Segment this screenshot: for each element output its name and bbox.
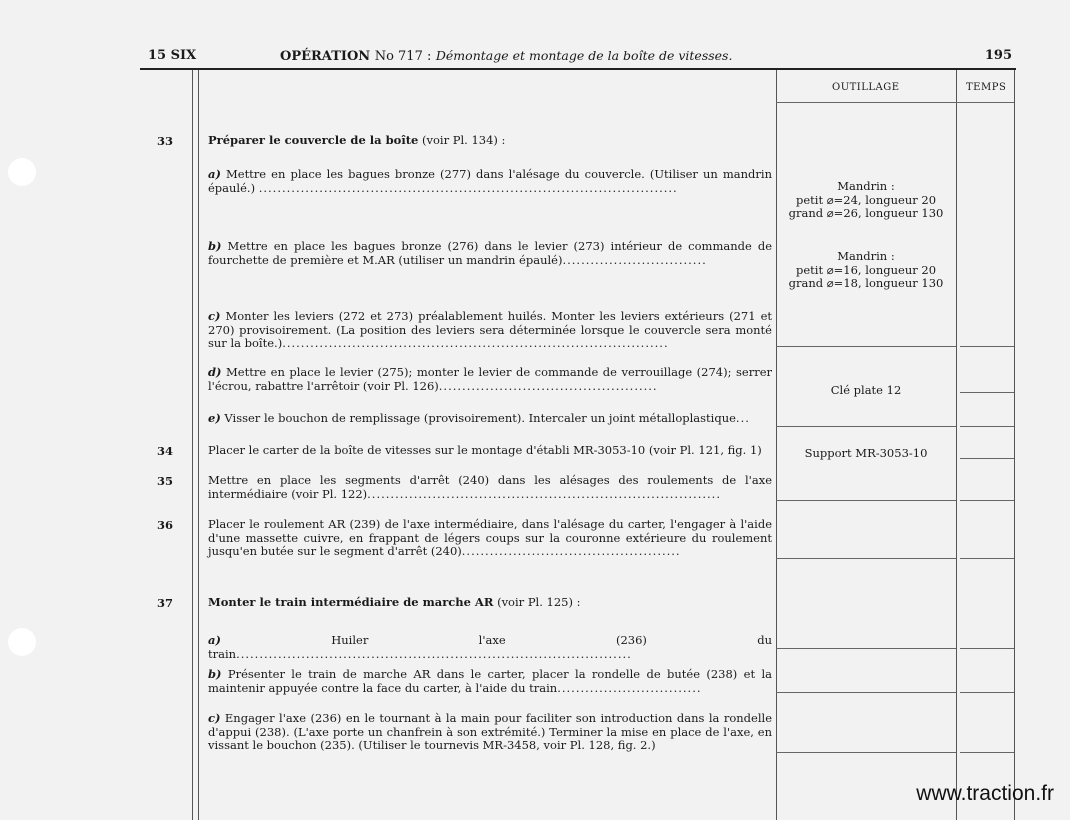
step-lead: Monter le train intermédiaire de marche AR (208, 595, 494, 609)
header-rule (140, 68, 1016, 70)
substep-text: Visser le bouchon de remplissage (provisoirement). Intercaler un joint métalloplastique (224, 411, 736, 425)
row-rule (776, 426, 956, 427)
operation-label: OPÉRATION (280, 49, 371, 64)
row-rule (960, 346, 1014, 347)
column-header-outillage: OUTILLAGE (832, 82, 900, 93)
substep-c (208, 712, 772, 753)
step-number: 35 (156, 474, 173, 488)
row-rule (776, 558, 956, 559)
substep-a (208, 168, 772, 195)
step-lead: Préparer le couvercle de la boîte (208, 133, 419, 147)
column-header-rule (776, 102, 1014, 103)
step-text: (voir Pl. 125) : (493, 595, 581, 609)
row-rule (776, 692, 956, 693)
tool-mandrin-1 (778, 180, 954, 221)
substep-letter: a) (208, 633, 221, 647)
substep-e (208, 412, 772, 426)
leader-dots: ................................................................................... (282, 336, 669, 350)
tool-line: grand ⌀=26, longueur 130 (788, 206, 944, 220)
substep-letter: e) (208, 411, 221, 425)
step-text: Mettre en place les segments d'arrêt (240) dans les alésages des roulements de l'axe intermédiaire (voir Pl. 122) (208, 473, 772, 501)
tool-line: Mandrin : (837, 249, 895, 263)
column-divider (956, 70, 957, 820)
step-number: 36 (156, 518, 173, 532)
substep-letter: d) (208, 365, 222, 379)
tool-line: Mandrin : (837, 179, 895, 193)
step-heading (208, 596, 772, 610)
substep-b (208, 668, 772, 695)
substep-text: Présenter le train de marche AR dans le carter, placer la rondelle de butée (238) et la maintenir appuyée contre la face du carter, à l'aide du train (208, 667, 772, 695)
substep-text: Engager l'axe (236) en le tournant à la main pour faciliter son introduction dans la rondelle d'appui (238). (L'axe porte un chanfrein à son extrémité.) Terminer la mise en place de l'axe, en vissant le bouchon (235). (Utiliser le tournevis MR-3458, voir Pl. 128, fig. 2.) (208, 711, 772, 752)
column-header-temps: TEMPS (966, 82, 1007, 93)
column-divider (1014, 70, 1015, 820)
substep-text: Mettre en place le levier (275); monter le levier de commande de verrouillage (274); serrer l'écrou, rabattre l'arrêtoir (voir Pl. 126) (208, 365, 773, 393)
leader-dots: ............................................... (438, 378, 658, 393)
substep-letter: b) (208, 667, 222, 681)
leader-dots: ............................................... (461, 544, 681, 558)
substep-letter: c) (208, 309, 221, 323)
substep-letter: a) (208, 167, 221, 181)
leader-dots: ... (735, 411, 750, 425)
step-number: 34 (156, 444, 173, 458)
watermark: www.traction.fr (916, 782, 1054, 805)
row-rule (960, 752, 1014, 753)
operation-header (280, 48, 732, 64)
row-rule (960, 500, 1014, 501)
substep-text: Huiler l'axe (236) du train (208, 633, 772, 661)
row-rule (960, 426, 1014, 427)
operation-title: Démontage et montage de la boîte de vitesses. (435, 48, 733, 63)
tool-line: petit ⌀=16, longueur 20 (795, 262, 937, 277)
tool-support: Support MR-3053-10 (804, 446, 928, 460)
step-body (208, 474, 772, 501)
tool-mandrin-2 (778, 250, 954, 291)
tool-line: petit ⌀=24, longueur 20 (795, 192, 937, 207)
substep-text: Mettre en place les bagues bronze (276) dans le levier (273) intérieur de commande de fourchette de première et M.AR (utiliser un mandrin épaulé) (208, 239, 773, 267)
page-number: 195 (984, 48, 1012, 63)
leader-dots: .......................................................................................... (258, 180, 678, 195)
row-rule (776, 346, 956, 347)
tool-line: grand ⌀=18, longueur 130 (788, 276, 944, 290)
row-rule (776, 752, 956, 753)
step-text: Placer le carter de la boîte de vitesses sur le montage d'établi MR-3053-10 (voir Pl. 121, fig. 1) (208, 443, 762, 457)
leader-dots: ..................................................................................... (236, 646, 632, 661)
step-number: 37 (156, 596, 173, 610)
substep-b (208, 240, 772, 267)
column-divider (776, 70, 777, 820)
substep-letter: c) (208, 711, 221, 725)
substep-text: Mettre en place les bagues bronze (277) dans l'alésage du couvercle. (Utiliser un mandrin épaulé.) (208, 167, 772, 195)
row-rule (960, 692, 1014, 693)
binder-hole (8, 158, 36, 186)
tool-cle-plate: Clé plate 12 (830, 383, 902, 397)
row-rule (960, 392, 1014, 393)
substep-text: Monter les leviers (272 et 273) préalablement huilés. Monter les leviers extérieurs (271 et 270) provisoirement. (La position des leviers sera déterminée lorsque le couvercle sera monté sur la boîte.) (208, 309, 772, 350)
model-label: 15 SIX (148, 48, 197, 63)
column-divider (192, 70, 193, 820)
operation-number: No 717 : (374, 49, 432, 64)
step-body (208, 518, 772, 559)
step-number: 33 (156, 134, 173, 148)
leader-dots: ............................... (562, 252, 707, 267)
binder-hole (8, 628, 36, 656)
step-heading (208, 134, 772, 148)
row-rule (960, 648, 1014, 649)
step-text: (voir Pl. 134) : (418, 133, 506, 147)
step-text: Placer le roulement AR (239) de l'axe intermédiaire, dans l'alésage du carter, l'engager à l'aide d'une massette cuivre, en frappant de légers coups sur la couronne extérieure du roulement jusqu'en butée sur le segment d'arrêt (240) (208, 517, 772, 558)
column-divider (198, 70, 199, 820)
leader-dots: ............................................................................ (367, 486, 721, 501)
row-rule (776, 500, 956, 501)
substep-d (208, 366, 772, 393)
substep-letter: b) (208, 239, 222, 253)
row-rule (776, 648, 956, 649)
substep-c (208, 310, 772, 351)
row-rule (960, 558, 1014, 559)
leader-dots: ............................... (557, 680, 702, 695)
substep-a (208, 634, 772, 661)
row-rule (960, 458, 1014, 459)
